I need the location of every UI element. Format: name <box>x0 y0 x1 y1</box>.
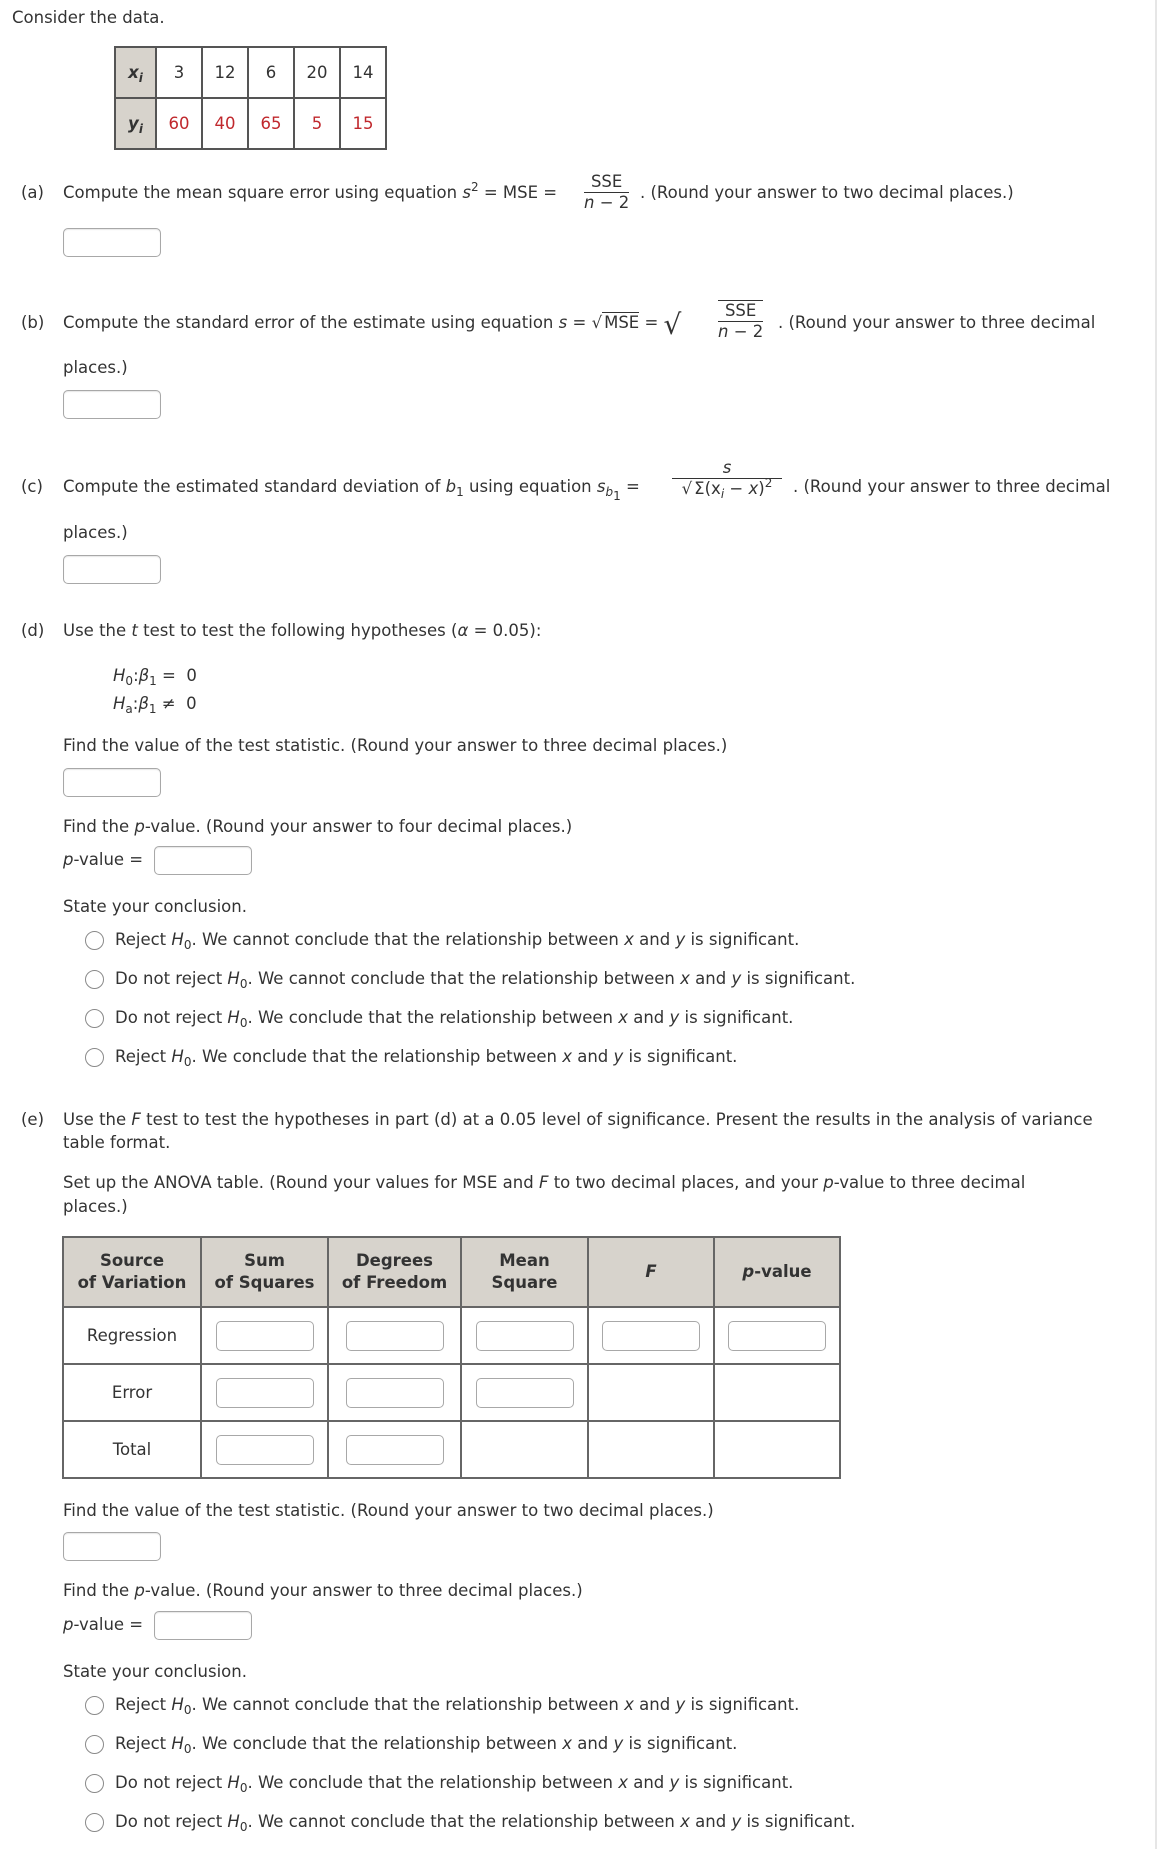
intro-text: Consider the data. <box>12 8 165 27</box>
e-pvalue-label: p-value = <box>63 1615 144 1634</box>
part-b-instruction: . (Round your answer to three decimal <box>778 313 1096 332</box>
x-value: 12 <box>202 47 248 98</box>
mse-input[interactable] <box>63 228 161 257</box>
sb1-fraction: $\frac{s}{√ \Sigma(x_i - \overline{x})^2}$ <box>672 458 782 499</box>
e-option-radio[interactable] <box>85 1813 104 1832</box>
right-divider <box>1155 0 1157 1849</box>
header-degrees-freedom: Degrees of Freedom <box>328 1237 461 1307</box>
part-b-question: Compute the standard error of the estimate using equation s = √ MSE = √ <box>63 308 682 341</box>
anova-setup-line2: places.) <box>63 1197 128 1216</box>
empty-cell <box>714 1364 840 1421</box>
header-sum-squares: Sum of Squares <box>201 1237 328 1307</box>
empty-cell <box>461 1421 588 1478</box>
source-label: Regression <box>63 1307 201 1364</box>
d-find-p-text: Find the p-value. (Round your answer to four decimal places.) <box>63 817 573 836</box>
y-row <box>115 98 386 149</box>
x-value: 6 <box>248 47 294 98</box>
e-pvalue-input[interactable] <box>154 1611 252 1640</box>
d-option-radio[interactable] <box>85 1048 104 1067</box>
total-ss-input[interactable] <box>216 1435 314 1465</box>
d-option-radio[interactable] <box>85 1009 104 1028</box>
source-label: Total <box>63 1421 201 1478</box>
header-source: Source of Variation <box>63 1237 201 1307</box>
part-b-line2: places.) <box>63 358 128 377</box>
d-option-label[interactable]: Reject $H_0$. We conclude that the relationship between x and y is significant. <box>115 1047 738 1069</box>
d-option-radio[interactable] <box>85 970 104 989</box>
x-row <box>115 47 386 98</box>
anova-table <box>62 1236 841 1479</box>
x-header: $x_i$ <box>115 47 156 98</box>
standard-error-input[interactable] <box>63 390 161 419</box>
e-option-radio[interactable] <box>85 1735 104 1754</box>
d-pvalue-input[interactable] <box>154 846 252 875</box>
anova-row-error <box>63 1364 840 1421</box>
anova-header-row <box>63 1237 840 1307</box>
se-fraction: SSE n − 2 <box>718 301 764 341</box>
x-value: 14 <box>340 47 386 98</box>
d-find-stat-text: Find the value of the test statistic. (Round your answer to three decimal places.) <box>63 736 728 755</box>
source-label: Error <box>63 1364 201 1421</box>
regression-ms-input[interactable] <box>476 1321 574 1351</box>
e-option-label[interactable]: Do not reject $H_0$. We cannot conclude that the relationship between x and y is significant. <box>115 1812 856 1834</box>
e-option-label[interactable]: Reject $H_0$. We cannot conclude that the relationship between x and y is significant. <box>115 1695 800 1717</box>
t-statistic-input[interactable] <box>63 768 161 797</box>
part-a-instruction: . (Round your answer to two decimal places.) <box>640 183 1014 202</box>
anova-setup-text: Set up the ANOVA table. (Round your values for MSE and F to two decimal places, and your p-value to three decimal <box>63 1173 1026 1192</box>
x-value: 20 <box>294 47 340 98</box>
part-d-label: (d) <box>21 621 45 640</box>
e-find-p-text: Find the p-value. (Round your answer to three decimal places.) <box>63 1581 583 1600</box>
f-statistic-input[interactable] <box>63 1532 161 1561</box>
d-option-label[interactable]: Reject $H_0$. We cannot conclude that the relationship between x and y is significant. <box>115 930 800 952</box>
e-option-radio[interactable] <box>85 1774 104 1793</box>
anova-row-regression <box>63 1307 840 1364</box>
d-option-label[interactable]: Do not reject $H_0$. We conclude that the relationship between x and y is significant. <box>115 1008 794 1030</box>
x-value: 3 <box>156 47 202 98</box>
d-conclusion-label: State your conclusion. <box>63 897 247 916</box>
part-e-question: Use the F test to test the hypotheses in part (d) at a 0.05 level of significance. Present the results in the analysis of variance <box>63 1110 1093 1129</box>
part-e-label: (e) <box>21 1110 45 1129</box>
part-c-instruction: . (Round your answer to three decimal <box>793 477 1111 496</box>
part-e-line2: table format. <box>63 1133 171 1152</box>
y-value: 65 <box>248 98 294 149</box>
empty-cell <box>588 1364 714 1421</box>
header-p-value: p-value <box>714 1237 840 1307</box>
sb1-input[interactable] <box>63 555 161 584</box>
part-c-label: (c) <box>21 477 43 496</box>
y-value: 60 <box>156 98 202 149</box>
alternative-hypothesis: $H_a:\beta_1 \ne 0$ <box>113 694 197 716</box>
part-a-label: (a) <box>21 183 44 202</box>
part-c-question: Compute the estimated standard deviation of $b_1$ using equation $s_{b_1}$ = <box>63 477 640 503</box>
part-a-question: Compute the mean square error using equation $s^2$ = MSE = <box>63 180 558 202</box>
part-b-label: (b) <box>21 313 45 332</box>
error-df-input[interactable] <box>346 1378 444 1408</box>
anova-pvalue-input[interactable] <box>728 1321 826 1351</box>
e-conclusion-label: State your conclusion. <box>63 1662 247 1681</box>
f-input[interactable] <box>602 1321 700 1351</box>
e-find-stat-text: Find the value of the test statistic. (Round your answer to two decimal places.) <box>63 1501 714 1520</box>
null-hypothesis: $H_0:\beta_1 = 0$ <box>113 666 197 688</box>
header-mean-square: Mean Square <box>461 1237 588 1307</box>
data-table <box>114 46 387 150</box>
y-value: 40 <box>202 98 248 149</box>
y-value: 15 <box>340 98 386 149</box>
part-d-question: Use the t test to test the following hypotheses (α = 0.05): <box>63 621 542 640</box>
regression-df-input[interactable] <box>346 1321 444 1351</box>
regression-ss-input[interactable] <box>216 1321 314 1351</box>
e-option-radio[interactable] <box>85 1696 104 1715</box>
e-option-label[interactable]: Reject $H_0$. We conclude that the relationship between x and y is significant. <box>115 1734 738 1756</box>
mse-fraction: SSE n − 2 <box>584 172 630 212</box>
d-option-radio[interactable] <box>85 931 104 950</box>
y-header: $y_i$ <box>115 98 156 149</box>
empty-cell <box>588 1421 714 1478</box>
anova-row-total <box>63 1421 840 1478</box>
error-ms-input[interactable] <box>476 1378 574 1408</box>
error-ss-input[interactable] <box>216 1378 314 1408</box>
part-c-line2: places.) <box>63 523 128 542</box>
y-value: 5 <box>294 98 340 149</box>
e-option-label[interactable]: Do not reject $H_0$. We conclude that the relationship between x and y is significant. <box>115 1773 794 1795</box>
d-pvalue-label: p-value = <box>63 850 144 869</box>
empty-cell <box>714 1421 840 1478</box>
d-option-label[interactable]: Do not reject $H_0$. We cannot conclude that the relationship between x and y is significant. <box>115 969 856 991</box>
header-f: F <box>588 1237 714 1307</box>
total-df-input[interactable] <box>346 1435 444 1465</box>
